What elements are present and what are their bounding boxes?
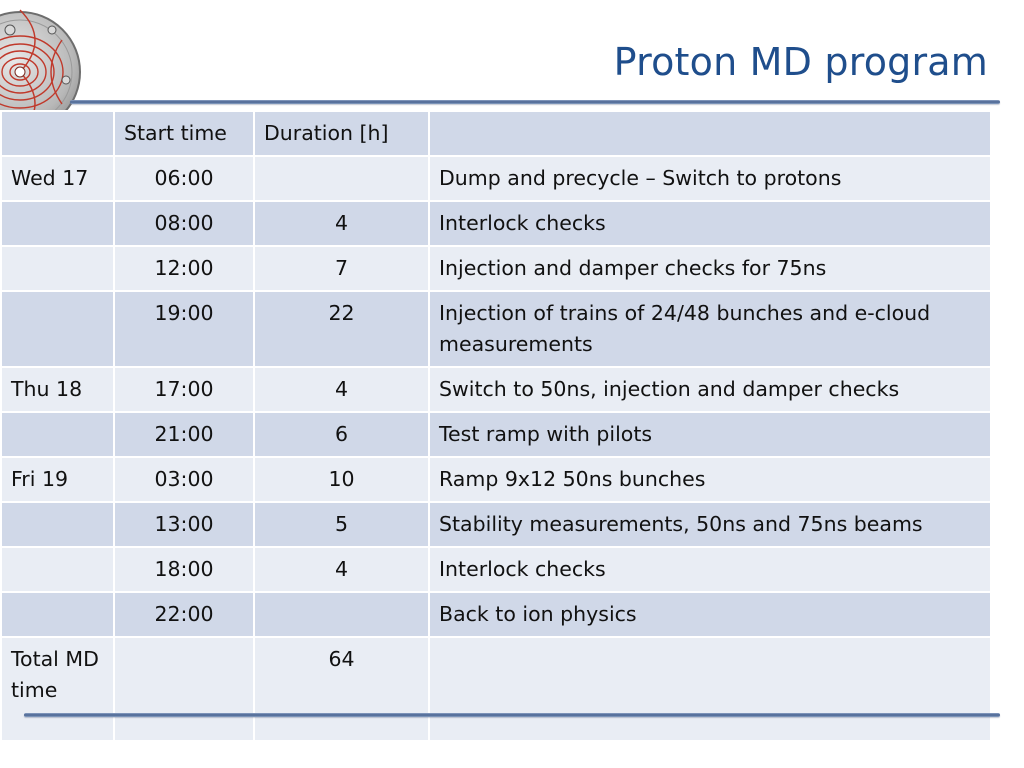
start-time-cell [114,637,254,741]
start-time-cell: 17:00 [114,367,254,412]
activity-cell: Test ramp with pilots [429,412,991,457]
start-time-cell: 21:00 [114,412,254,457]
footer-divider [24,713,1000,717]
lhc-magnet-logo-icon [0,0,84,112]
start-time-cell: 18:00 [114,547,254,592]
day-cell: Fri 19 [1,457,114,502]
day-cell: Wed 17 [1,156,114,201]
day-cell [1,246,114,291]
activity-cell: Interlock checks [429,201,991,246]
activity-cell: Injection of trains of 24/48 bunches and e-cloud measurements [429,291,991,367]
table-row [1,412,991,457]
table-row [1,547,991,592]
md-schedule-table [0,110,992,742]
day-cell [1,547,114,592]
table-header-row [1,111,991,156]
activity-cell: Injection and damper checks for 75ns [429,246,991,291]
activity-cell: Stability measurements, 50ns and 75ns beams [429,502,991,547]
activity-cell: Dump and precycle – Switch to protons [429,156,991,201]
header-cell-start-time: Start time [114,111,254,156]
activity-cell: Switch to 50ns, injection and damper checks [429,367,991,412]
table-row-total [1,637,991,741]
start-time-cell: 22:00 [114,592,254,637]
table-row [1,457,991,502]
slide-title: Proton MD program [613,40,988,84]
duration-cell: 4 [254,201,429,246]
header-cell-duration: Duration [h] [254,111,429,156]
day-cell: Thu 18 [1,367,114,412]
table-row [1,201,991,246]
table-row [1,592,991,637]
duration-cell: 10 [254,457,429,502]
table-row [1,246,991,291]
activity-cell: Ramp 9x12 50ns bunches [429,457,991,502]
duration-cell: 22 [254,291,429,367]
day-cell: Total MD time [1,637,114,741]
start-time-cell: 12:00 [114,246,254,291]
day-cell [1,592,114,637]
start-time-cell: 08:00 [114,201,254,246]
day-cell [1,412,114,457]
header-divider [70,100,1000,104]
table-row [1,502,991,547]
day-cell [1,201,114,246]
duration-cell [254,156,429,201]
day-cell [1,291,114,367]
activity-cell: Interlock checks [429,547,991,592]
duration-cell: 64 [254,637,429,741]
duration-cell [254,592,429,637]
duration-cell: 4 [254,367,429,412]
activity-cell: Back to ion physics [429,592,991,637]
start-time-cell: 03:00 [114,457,254,502]
duration-cell: 6 [254,412,429,457]
duration-cell: 7 [254,246,429,291]
start-time-cell: 13:00 [114,502,254,547]
header-cell-day [1,111,114,156]
activity-cell [429,637,991,741]
table-row [1,156,991,201]
start-time-cell: 19:00 [114,291,254,367]
header-cell-activity [429,111,991,156]
start-time-cell: 06:00 [114,156,254,201]
table-row [1,291,991,367]
table-row [1,367,991,412]
duration-cell: 5 [254,502,429,547]
day-cell [1,502,114,547]
duration-cell: 4 [254,547,429,592]
